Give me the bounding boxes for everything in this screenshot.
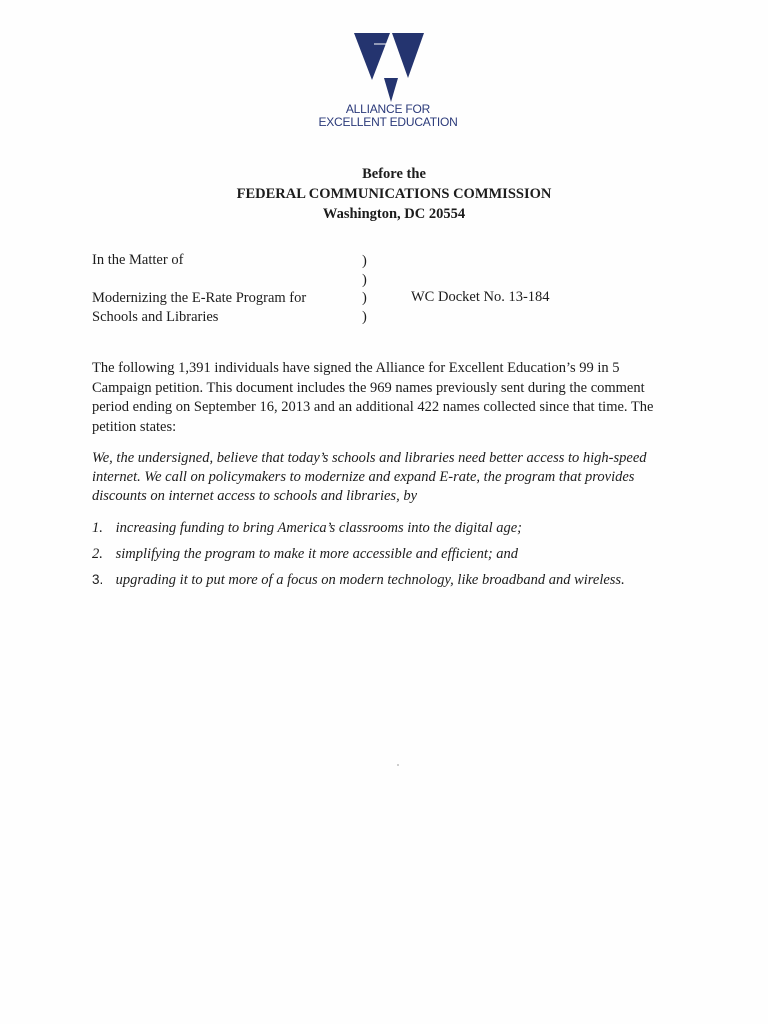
paren: ) (362, 308, 367, 325)
list-number: 2. (92, 546, 103, 562)
petition-line: discounts on internet access to schools and libraries, by (92, 488, 418, 504)
petition-text (92, 449, 692, 506)
petition-line: We, the undersigned, believe that today’s schools and libraries need better access to high-speed (92, 450, 647, 466)
list-number: 3. (92, 572, 104, 587)
petition-line: internet. We call on policymakers to modernize and expand E-rate, the program that provides (92, 469, 635, 485)
petition-list (92, 520, 712, 598)
logo-line-1: ALLIANCE FOR (345, 102, 431, 116)
paren: ) (362, 290, 367, 306)
logo-line-2: EXCELLENT EDUCATION (318, 115, 458, 129)
logo-wordmark (284, 103, 492, 129)
subject-line-2: Schools and Libraries (92, 309, 219, 325)
scan-speck (397, 764, 399, 766)
list-number: 1. (92, 520, 103, 536)
intro-line: The following 1,391 individuals have signed the Alliance for Excellent Education’s 99 in 5 (92, 360, 620, 376)
proceeding-subject (92, 289, 306, 327)
docket-number: WC Docket No. 13-184 (411, 289, 550, 305)
list-text: increasing funding to bring America’s classrooms into the digital age; (115, 520, 523, 536)
heading-line-3: Washington, DC 20554 (322, 206, 466, 222)
list-item (92, 520, 712, 546)
list-item (92, 546, 712, 572)
matter-label: In the Matter of (92, 252, 184, 268)
document-heading (184, 164, 604, 224)
intro-line: period ending on September 16, 2013 and an additional 422 names collected since that time. The (92, 399, 654, 415)
intro-line: Campaign petition. This document includes the 969 names previously sent during the comment (92, 379, 645, 396)
heading-line-2: FEDERAL COMMUNICATIONS COMMISSION (236, 186, 552, 202)
list-item (92, 572, 712, 598)
subject-line-1: Modernizing the E-Rate Program for (92, 290, 307, 306)
paren: ) (362, 253, 367, 269)
intro-paragraph (92, 359, 692, 437)
list-text: simplifying the program to make it more accessible and efficient; and (115, 546, 519, 562)
list-text: upgrading it to put more of a focus on modern technology, like broadband and wireless. (115, 572, 625, 588)
alliance-logo-icon (350, 30, 426, 104)
caption-parentheses (362, 252, 367, 326)
case-caption (92, 252, 652, 332)
heading-line-1: Before the (362, 166, 426, 182)
paren: ) (362, 271, 367, 288)
intro-line: petition states: (92, 418, 177, 435)
